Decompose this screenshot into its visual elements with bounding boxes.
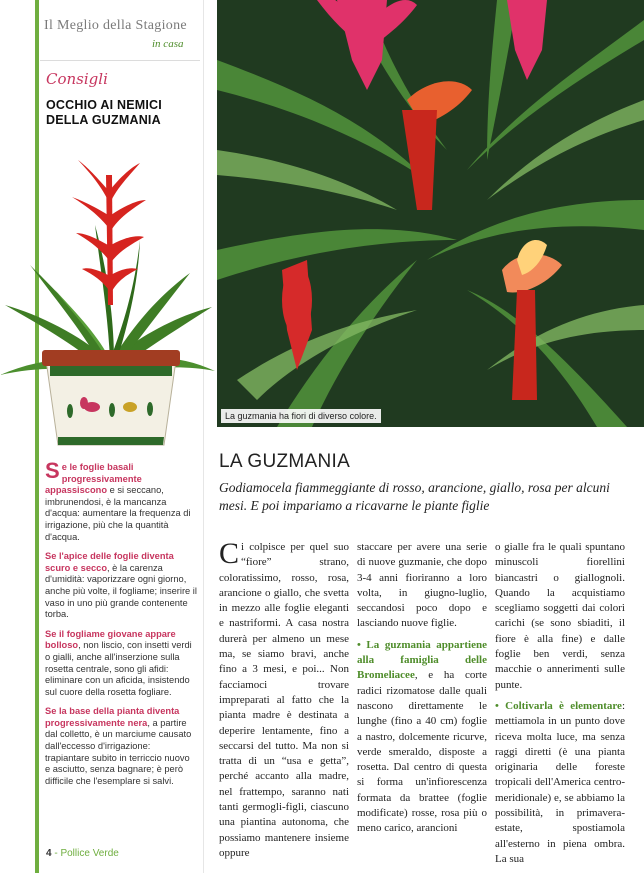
article-subtitle: Godiamocela fiammeggiante di rosso, arancione, giallo, rosa per alcuni mesi. E poi impariamo a ricavarne le piante figlie [219, 480, 610, 513]
sidebar-section-label: Consigli [46, 70, 108, 88]
tip-dropcap: S [45, 458, 60, 483]
article-column-3 [495, 540, 625, 873]
dropcap: C [219, 537, 240, 570]
tip-text: , non liscio, con insetti verdi o gialli, anche all'inserzione sulla rosetta centrale, sono gli afidi: eliminare con un aficida, insistendo sul cuore della rosetta fogliare. [45, 640, 192, 697]
tip-item [45, 706, 197, 787]
subheading: • La guzmania appartiene alla famiglia delle Bromeliacee [357, 638, 487, 682]
paragraph-text: , e ha corte radici rizomatose dalle quali nascono direttamente le lunghe (fino a 40 cm) foglie a nastro, dolcemente ricurve, verde smeraldo, disposte a rosetta. Dal centro di questa si forma un'infiorescenza formata da brattee (foglie modificate) rosse, rosa più o meno carico, arancioni [357, 669, 487, 835]
section-header [44, 18, 199, 54]
paragraph-text: : mettiamola in un punto dove riceva molta luce, ma senza raggi diretti (è una pianta originaria delle foreste tropicali dell'America centro-meridionale) e, se abbiamo la possibilità, in primavera-estate, spostiamola all'esterno in piena ombra. La sua [495, 699, 625, 865]
photo-caption: La guzmania ha fiori di diverso colore. [221, 409, 381, 423]
tip-highlight: Se la base della pianta diventa progressivamente nera [45, 706, 180, 728]
subheading: • Coltivarla è elementare [495, 699, 622, 712]
article-column-1 [219, 537, 349, 867]
paragraph [357, 638, 487, 837]
paragraph: o gialle fra le quali spuntano minuscoli fiorellini biancastri o giallognoli. Quando la acquistiamo scegliamo soggetti dai colori carichi (se sono sbiaditi, il fiore è alla fine) e dalle foglie ben verdi, senza macchie o annerimenti sulle punte. [495, 541, 625, 691]
guzmania-photo [217, 0, 644, 427]
tip-highlight: e le foglie basali progressivamente appassiscono [45, 462, 142, 496]
tip-item [45, 551, 197, 621]
tip-highlight: Se il fogliame giovane appare bolloso [45, 628, 176, 651]
paragraph [219, 537, 349, 861]
paragraph [495, 699, 625, 867]
tip-item [45, 629, 197, 699]
guzmania-photo-image [217, 0, 644, 427]
page-number: 4 [46, 848, 52, 859]
tip-text: , è la carenza d'umidità: vaporizzare ogni giorno, anche più volte, il fogliame; inserire il vaso in uno più grande contenente torba. [45, 562, 197, 620]
sidebar-tips [45, 458, 197, 795]
paragraph-text: i colpisce per quel suo “fiore” strano, coloratissimo, rosso, rosa, arancione o giallo, che svetta in mezzo alle foglie eleganti e nastriformi. A casa nostra durerà per almeno un mese ma, se siamo bravi, anche fino a 3 mesi, e poi... Non facciamoci trovare impreparati al fatto che la pianta madre è destinata a deperire lentamente, fino a seccarsi del tutto. Ma non si tratta di un “usa e getta”, perché accanto alla madre, nel frattempo, saranno nati tanti germogli-figli, ciascuno una piantina autonoma, che possiamo mantenere insieme oppure [219, 541, 349, 859]
tip-text: , a partire dal colletto, è un marciume causato dall'eccesso d'irrigazione: trapiantare subito in terriccio nuovo e asciutto, senza bagnare; è però difficile che l'esemplare si salvi. [45, 717, 192, 786]
paragraph: staccare per avere una serie di nuove guzmanie, che dopo 3-4 anni fioriranno a loro volta, in giugno-luglio, seccandosi poco dopo e lasciando nuove figlie. [357, 541, 487, 630]
footer-separator: - [51, 848, 61, 859]
tip-text: e si seccano, imbrunendosi, è la mancanza d'acqua: aumentare la frequenza di irrigazione, più che la quantità d'acqua. [45, 485, 191, 542]
sidebar-title: OCCHIO AI NEMICI DELLA GUZMANIA [46, 98, 162, 127]
article-title: LA GUZMANIA [219, 451, 351, 472]
page-footer [46, 848, 119, 859]
tip-highlight: Se l'apice delle foglie diventa scuro e secco [45, 551, 174, 573]
potted-guzmania-illustration [0, 145, 215, 455]
magazine-name: Pollice Verde [60, 848, 119, 859]
article-column-2 [357, 540, 487, 843]
divider [40, 60, 200, 61]
section-header-subtitle: in casa [152, 38, 184, 50]
tip-item [45, 458, 197, 543]
section-header-title: Il Meglio della Stagione [44, 18, 187, 33]
